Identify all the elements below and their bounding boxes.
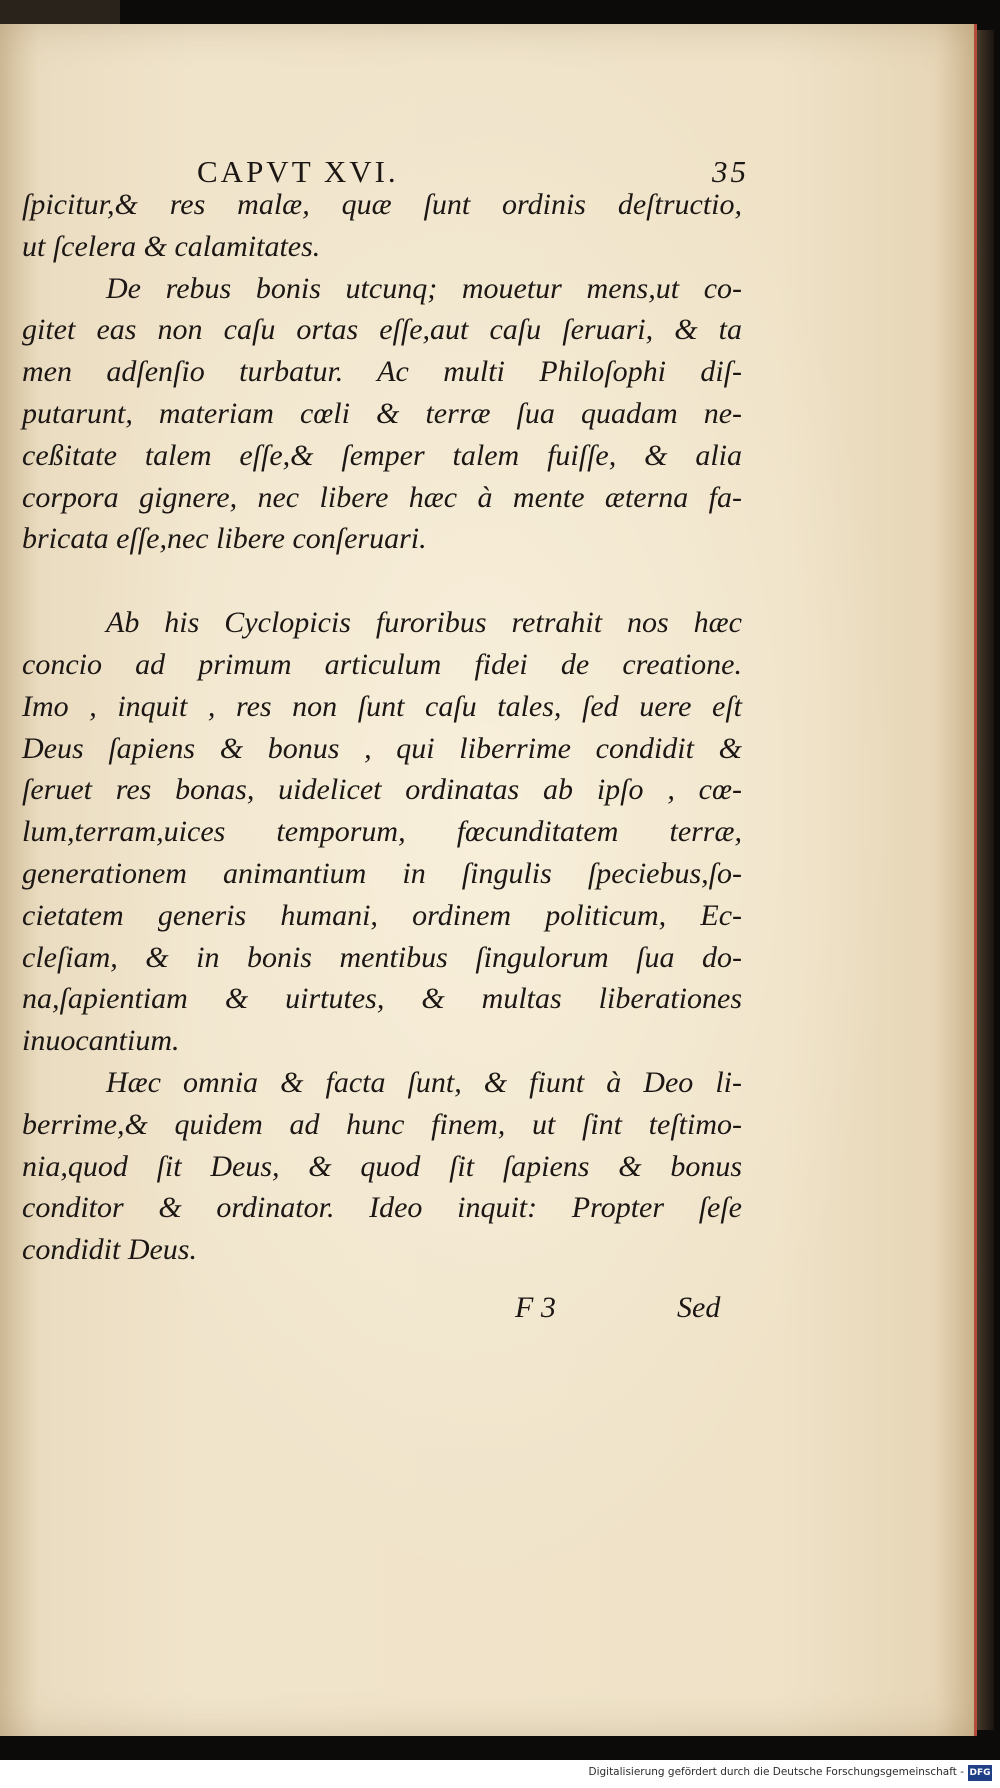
text-line: putarunt, materiam cœli & terræ ſua quadam ne- <box>22 396 742 430</box>
running-title: CAPVT XVI. <box>197 154 399 189</box>
text-line: bricata eſſe,nec libere conſeruari. <box>22 522 427 556</box>
paragraph-2 <box>22 268 742 561</box>
book-page <box>0 24 977 1736</box>
text-line: berrime,& quidem ad hunc finem, ut ſint teſtimo- <box>22 1107 742 1141</box>
page-footer <box>22 1291 742 1341</box>
text-line: ſeruet res bonas, uidelicet ordinatas ab ipſo , cœ- <box>22 773 742 807</box>
page-number: 35 <box>712 154 749 189</box>
text-line: ceßitate talem eſſe,& ſemper talem fuiſſe, & alia <box>22 438 742 472</box>
text-line: cleſiam, & in bonis mentibus ſingulorum ſua do- <box>22 940 742 974</box>
dfg-logo-icon: DFG <box>968 1765 992 1781</box>
text-block <box>22 114 749 1341</box>
text-line: ſpicitur,& res malæ, quæ ſunt ordinis deſtructio, <box>22 188 742 221</box>
text-line: condidit Deus. <box>22 1233 197 1267</box>
text-line: Ab his Cyclopicis furoribus retrahit nos hæc <box>106 606 742 640</box>
paragraph-gap <box>22 560 742 602</box>
text-line: nia,quod ſit Deus, & quod ſit ſapiens & bonus <box>22 1149 742 1183</box>
credit-text: Digitalisierung gefördert durch die Deutsche Forschungsgemeinschaft - <box>588 1766 964 1778</box>
text-line: lum,terram,uices temporum, fœcunditatem terræ, <box>22 815 742 849</box>
text-line: men adſenſio turbatur. Ac multi Philoſophi diſ- <box>22 355 742 389</box>
text-line: De rebus bonis utcunq; mouetur mens,ut co- <box>106 271 742 305</box>
text-line: Deus ſapiens & bonus , qui liberrime condidit & <box>22 731 742 765</box>
book-cover-edge <box>0 0 120 26</box>
text-line: na,ſapientiam & uirtutes, & multas liberationes <box>22 982 742 1016</box>
signature-mark: F 3 <box>515 1290 556 1324</box>
page-fore-edge <box>976 30 994 1730</box>
paragraph-3 <box>22 602 742 1062</box>
text-line: concio ad primum articulum fidei de creatione. <box>22 647 742 681</box>
paragraph-4 <box>22 1062 742 1271</box>
text-line: corpora gignere, nec libere hæc à mente æterna fa- <box>22 480 742 514</box>
catchword: Sed <box>677 1290 721 1324</box>
text-line: Hæc omnia & facta ſunt, & fiunt à Deo li- <box>106 1065 742 1099</box>
running-head <box>22 114 749 189</box>
text-line: cietatem generis humani, ordinem politicum, Ec- <box>22 898 742 932</box>
text-line: Imo , inquit , res non ſunt caſu tales, ſed uere eſt <box>22 689 742 723</box>
text-line: inuocantium. <box>22 1024 180 1058</box>
text-line: ut ſcelera & calamitates. <box>22 229 321 263</box>
text-line: gitet eas non caſu ortas eſſe,aut caſu ſeruari, & ta <box>22 313 742 347</box>
text-line: conditor & ordinator. Ideo inquit: Propter ſeſe <box>22 1191 742 1225</box>
paragraph-1 <box>22 184 742 268</box>
credit-bar <box>0 1760 1000 1788</box>
text-line: generationem animantium in ſingulis ſpeciebus,ſo- <box>22 856 742 890</box>
